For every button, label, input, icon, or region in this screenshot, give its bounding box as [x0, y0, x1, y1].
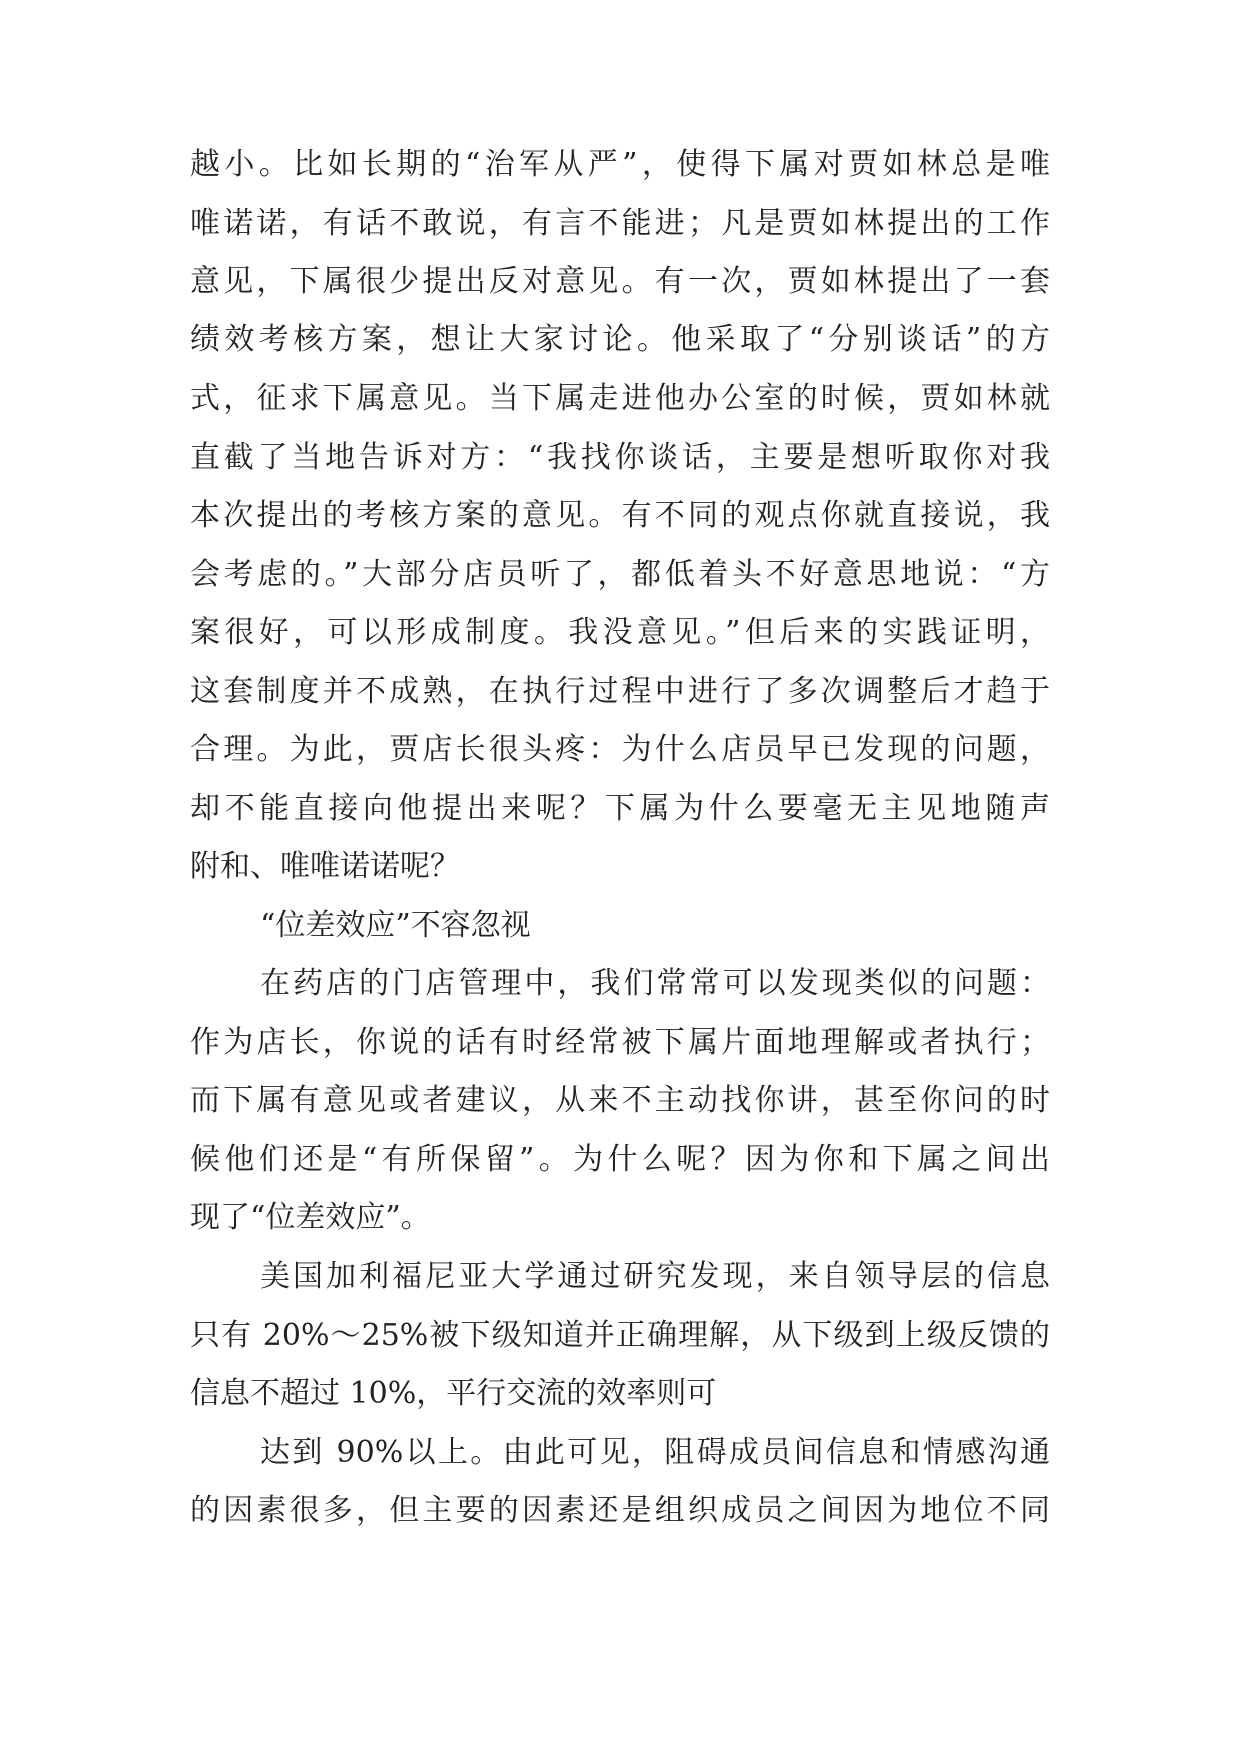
text-line: 直截了当地告诉对方：“我找你谈话，主要是想听取你对我	[190, 440, 1050, 475]
paragraph-first-line: 在药店的门店管理中，我们常常可以发现类似的问题：	[260, 966, 1050, 1001]
text-line: 这套制度并不成熟，在执行过程中进行了多次调整后才趋于	[190, 674, 1050, 709]
text-line: 只有 20%～25%被下级知道并正确理解，从下级到上级反馈的	[190, 1318, 1050, 1353]
text-line: 合理。为此，贾店长很头疼：为什么店员早已发现的问题，	[190, 732, 1050, 767]
text-line: 的因素很多，但主要的因素还是组织成员之间因为地位不同	[190, 1493, 1050, 1528]
text-line: 本次提出的考核方案的意见。有不同的观点你就直接说，我	[190, 498, 1050, 533]
section-heading: “位差效应”不容忽视	[260, 908, 531, 943]
text-line: 会考虑的。”大部分店员听了，都低着头不好意思地说：“方	[190, 557, 1050, 592]
text-line: 作为店长，你说的话有时经常被下属片面地理解或者执行；	[190, 1025, 1050, 1060]
text-line: 式，征求下属意见。当下属走进他办公室的时候，贾如林就	[190, 381, 1050, 416]
text-line: 却不能直接向他提出来呢？下属为什么要毫无主见地随声	[190, 791, 1050, 826]
paragraph-last-line: 信息不超过 10%，平行交流的效率则可	[190, 1376, 717, 1411]
text-line: 唯诺诺，有话不敢说，有言不能进；凡是贾如林提出的工作	[190, 206, 1050, 241]
paragraph-last-line: 现了“位差效应”。	[190, 1200, 431, 1235]
text-line: 绩效考核方案，想让大家讨论。他采取了“分别谈话”的方	[190, 322, 1050, 357]
text-line: 案很好，可以形成制度。我没意见。”但后来的实践证明，	[190, 615, 1050, 650]
paragraph-last-line: 附和、唯唯诺诺呢？	[190, 849, 460, 884]
text-line: 候他们还是“有所保留”。为什么呢？因为你和下属之间出	[190, 1142, 1050, 1177]
text-line: 而下属有意见或者建议，从来不主动找你讲，甚至你问的时	[190, 1083, 1050, 1118]
text-line: 越小。比如长期的“治军从严”，使得下属对贾如林总是唯	[190, 147, 1050, 182]
text-line: 意见，下属很少提出反对意见。有一次，贾如林提出了一套	[190, 264, 1050, 299]
paragraph-first-line: 美国加利福尼亚大学通过研究发现，来自领导层的信息	[260, 1259, 1050, 1294]
paragraph-first-line: 达到 90%以上。由此可见，阻碍成员间信息和情感沟通	[260, 1435, 1050, 1470]
